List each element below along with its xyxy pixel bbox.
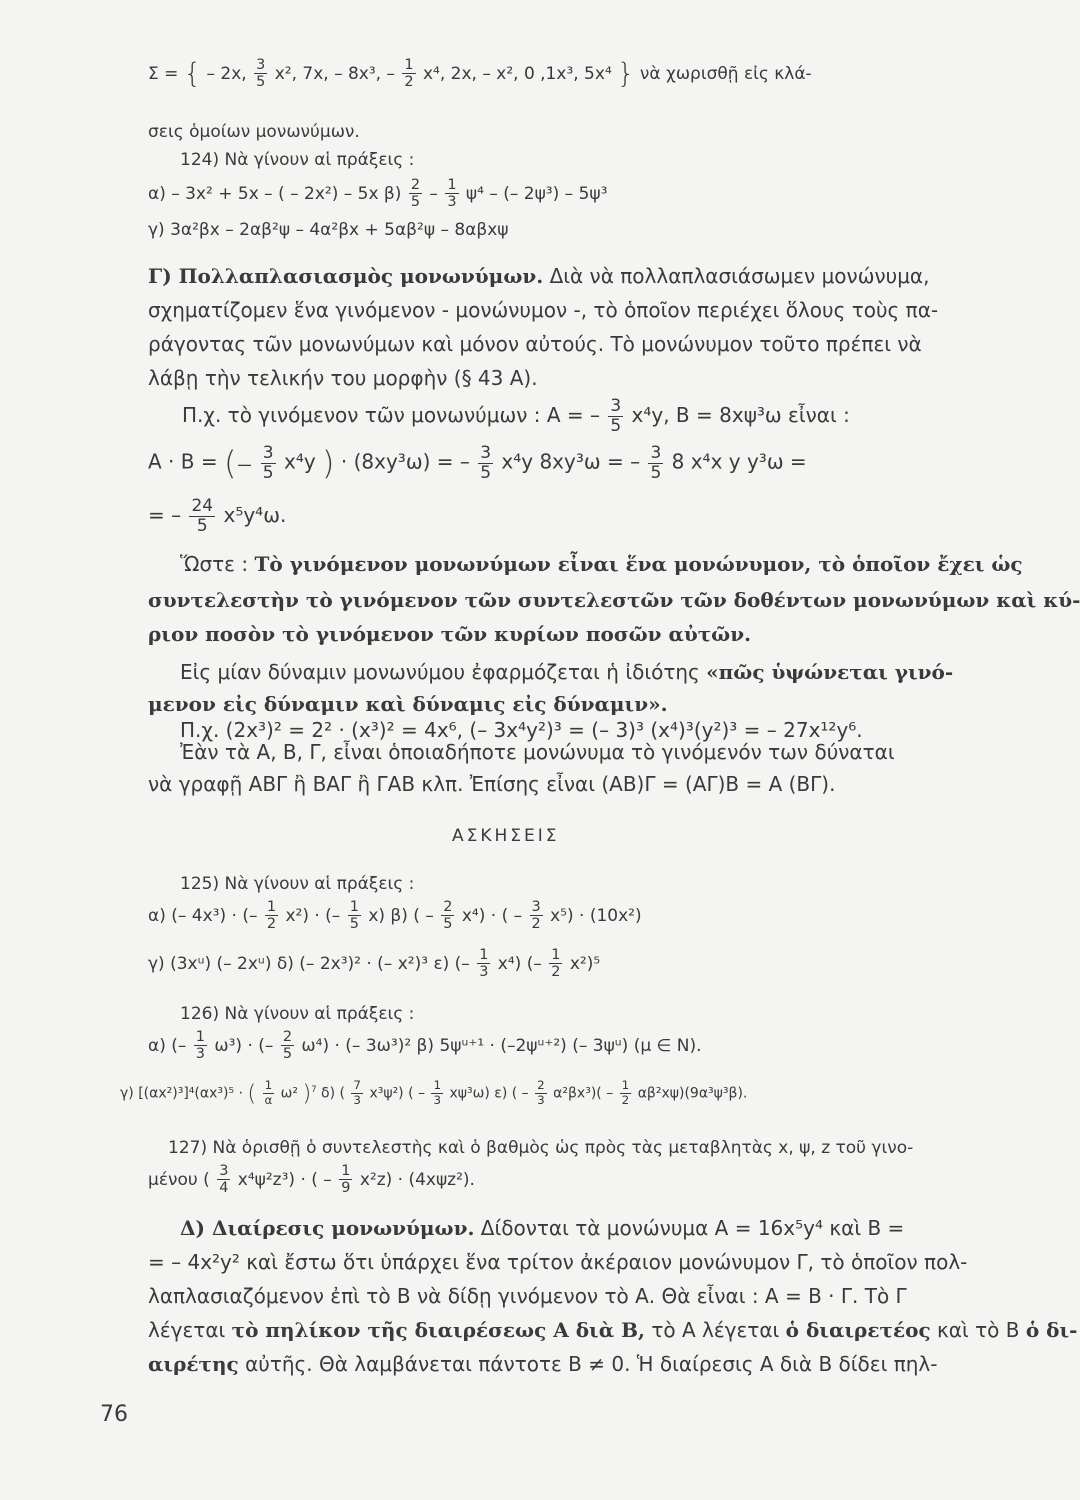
sigma-tail: νὰ χωρισθῇ εἰς κλά-	[639, 63, 812, 84]
exercise-124-title: 124) Νὰ γίνουν αἱ πράξεις :	[180, 150, 415, 170]
fraction: $\frac{24}{5}$	[191, 496, 214, 536]
sigma-part: – 2x,	[206, 63, 247, 84]
rule-2-line2: μενον εἰς δύναμιν καὶ δύναμις εἰς δύναμιν».	[148, 692, 668, 716]
exercise-126-title: 126) Νὰ γίνουν αἱ πράξεις :	[180, 1004, 415, 1024]
section-d-line5: αιρέτης αὐτῆς. Θὰ λαμβάνεται πάντοτε Β ≠ 0. Ἡ διαίρεσις Α διὰ Β δίδει πηλ-	[148, 1352, 938, 1376]
sigma-lead: Σ =	[148, 63, 179, 84]
section-g-line4: λάβῃ τὴν τελικήν του μορφὴν (§ 43 Α).	[148, 366, 538, 390]
sigma-continuation: σεις ὁμοίων μονωνύμων.	[148, 122, 360, 142]
fraction: $\frac{3}{4}$	[219, 1163, 229, 1197]
example-line-3: = – $\frac{24}{5}$ x⁵y⁴ω.	[148, 496, 287, 536]
exercise-126-a: α) (– $\frac{1}{3}$ ω³) · (– $\frac{2}{5}$ ω⁴) · (– 3ω³)² β) 5ψᵘ⁺¹ · (–2ψᵘ⁺²) (– 3ψᵘ) (μ ∈ Ν).	[148, 1029, 702, 1063]
exercise-125-a: α) (– 4x³) · (– $\frac{1}{2}$ x²) · (– $\frac{1}{5}$ x) β) ( – $\frac{2}{5}$ x⁴) · ( – $\frac{3}{2}$ x⁵) · (10x²)	[148, 899, 642, 933]
exercise-127-line1: 127) Νὰ ὁρισθῇ ὁ συντελεστὴς καὶ ὁ βαθμὸς ὡς πρὸς τὰς μεταβλητὰς x, ψ, z τοῦ γινο-	[168, 1138, 914, 1158]
fraction: $\frac{3}{5}$	[610, 396, 622, 436]
exercise-125-g: γ) (3xᵘ) (– 2xᵘ) δ) (– 2x³)² · (– x²)³ ε) (– $\frac{1}{3}$ x⁴) (– $\frac{1}{2}$ x²)⁵	[148, 947, 601, 981]
exercises-heading: ΑΣΚΗΣΕΙΣ	[452, 826, 560, 846]
fraction: $\frac{1}{2}$	[551, 947, 561, 981]
fraction: $\frac{1}{5}$	[349, 899, 359, 933]
para-abg-line1: Ἐὰν τὰ Α, Β, Γ, εἶναι ὁποιαδήποτε μονώνυμα τὸ γινόμενόν των δύναται	[180, 740, 895, 764]
rule-2-line1: Εἰς μίαν δύναμιν μονωνύμου ἐφαρμόζεται ἡ ἰδιότης «πῶς ὑψώνεται γινό-	[180, 660, 954, 684]
sigma-part: x⁴, 2x, – x², 0 ,1x³, 5x⁴	[422, 63, 612, 84]
section-g-line2: σχηματίζομεν ἕνα γινόμενον - μονώνυμον -, τὸ ὁποῖον περιέχει ὅλους τοὺς πα-	[148, 298, 939, 322]
fraction: $\frac{1}{2}$	[404, 57, 414, 91]
fraction: $\frac{7}{3}$	[353, 1078, 361, 1107]
exercise-125-title: 125) Νὰ γίνουν αἱ πράξεις :	[180, 874, 415, 894]
fraction: $\frac{3}{5}$	[256, 57, 266, 91]
fraction: $\frac{1}{9}$	[341, 1163, 351, 1197]
fraction: $\frac{1}{3}$	[479, 947, 489, 981]
exercise-124-g: γ) 3α²βx – 2αβ²ψ – 4α²βx + 5αβ²ψ – 8αβxψ	[148, 220, 509, 240]
fraction: $\frac{1}{2}$	[621, 1078, 630, 1107]
section-g-line3: ράγοντας τῶν μονωνύμων καὶ μόνον αὐτούς. Τὸ μονώνυμον τοῦτο πρέπει νὰ	[148, 332, 922, 356]
brace-open: {	[183, 58, 202, 90]
fraction: $\frac{1}{3}$	[433, 1078, 442, 1107]
exercise-126-g: γ) [(αx²)³]⁴(αx³)⁵ · ( $\frac{1}{\alpha}$ ω² )$^7$ δ) ( $\frac{7}{3}$ x³ψ²) ( – $\frac{1}{3}$ xψ³ω) ε) ( – $\frac{2}{3}$ α²βx³)( – $\frac{1}{2}$ αβ²xψ)(9α³ψ³β).	[120, 1078, 748, 1107]
section-d-heading: Δ) Διαίρεσις μονωνύμων.	[180, 1216, 475, 1240]
fraction: $\frac{2}{5}$	[410, 177, 420, 211]
page-number: 76	[100, 1402, 128, 1427]
fraction: $\frac{3}{5}$	[480, 442, 492, 483]
section-d-line3: λαπλασιαζόμενον ἐπὶ τὸ Β νὰ δίδῃ γινόμενον τὸ Α. Θὰ εἶναι : Α = Β · Γ. Τὸ Γ	[148, 1284, 907, 1308]
example-line-1: Π.χ. τὸ γινόμενον τῶν μονωνύμων : Α = – $\frac{3}{5}$ x⁴y, Β = 8xψ³ω εἶναι :	[182, 396, 850, 436]
rule-1-line2: συντελεστὴν τὸ γινόμενον τῶν συντελεστῶν τῶν δοθέντων μονωνύμων καὶ κύ-	[148, 588, 1080, 612]
exercise-127-line2: μένου ( $\frac{3}{4}$ x⁴ψ²z³) · ( – $\frac{1}{9}$ x²z) · (4xψz²).	[148, 1163, 475, 1197]
fraction: $\frac{1}{\alpha}$	[264, 1078, 273, 1107]
section-d-line1: Δ) Διαίρεσις μονωνύμων. Δίδονται τὰ μονώνυμα Α = 16x⁵y⁴ καὶ Β =	[180, 1216, 905, 1240]
fraction: $\frac{2}{5}$	[443, 899, 453, 933]
fraction: $\frac{1}{2}$	[266, 899, 277, 933]
example-powers: Π.χ. (2x³)² = 2² · (x³)² = 4x⁶, (– 3x⁴y²)³ = (– 3)³ (x⁴)³(y²)³ = – 27x¹²y⁶.	[180, 718, 863, 742]
fraction: $\frac{1}{3}$	[447, 177, 457, 211]
section-d-line2: = – 4x²y² καὶ ἔστω ὅτι ὑπάρχει ἕνα τρίτον ἀκέραιον μονώνυμον Γ, τὸ ὁποῖον πολ-	[148, 1250, 968, 1274]
rule-1-line1: Ὥστε : Τὸ γινόμενον μονωνύμων εἶναι ἕνα μονώνυμον, τὸ ὁποῖον ἔχει ὡς	[180, 552, 1023, 576]
fraction: $\frac{3}{5}$	[262, 442, 274, 483]
fraction: $\frac{3}{2}$	[531, 899, 541, 933]
sigma-part: x², 7x, – 8x³, –	[274, 63, 395, 84]
exercise-124-a: α) – 3x² + 5x – ( – 2x²) – 5x β) $\frac{2}{5}$ – $\frac{1}{3}$ ψ⁴ – (– 2ψ³) – 5ψ³	[148, 177, 608, 211]
fraction: $\frac{3}{5}$	[650, 442, 662, 483]
brace-close: }	[617, 58, 635, 90]
section-d-line4: λέγεται τὸ πηλίκον τῆς διαιρέσεως Α διὰ Β, τὸ Α λέγεται ὁ διαιρετέος καὶ τὸ Β ὁ δι-	[148, 1318, 1078, 1342]
sigma-set-line	[148, 58, 812, 90]
rule-1-line3: ριον ποσὸν τὸ γινόμενον τῶν κυρίων ποσῶν αὐτῶν.	[148, 622, 752, 646]
section-g-line1: Γ) Πολλαπλασιασμὸς μονωνύμων. Διὰ νὰ πολλαπλασιάσωμεν μονώνυμα,	[148, 264, 930, 288]
section-g-heading: Γ) Πολλαπλασιασμὸς μονωνύμων.	[148, 264, 544, 288]
fraction: $\frac{1}{3}$	[195, 1029, 205, 1063]
fraction: $\frac{2}{5}$	[282, 1029, 292, 1063]
example-line-2: Α · Β = (– $\frac{3}{5}$ x⁴y ) · (8xy³ω) = – $\frac{3}{5}$ x⁴y 8xy³ω = – $\frac{3}{5}$ 8 x⁴x y y³ω =	[148, 442, 807, 483]
para-abg-line2: νὰ γραφῇ ΑΒΓ ἢ ΒΑΓ ἢ ΓΑΒ κλπ. Ἐπίσης εἶναι (ΑΒ)Γ = (ΑΓ)Β = Α (ΒΓ).	[148, 772, 836, 796]
fraction: $\frac{2}{3}$	[537, 1078, 545, 1107]
